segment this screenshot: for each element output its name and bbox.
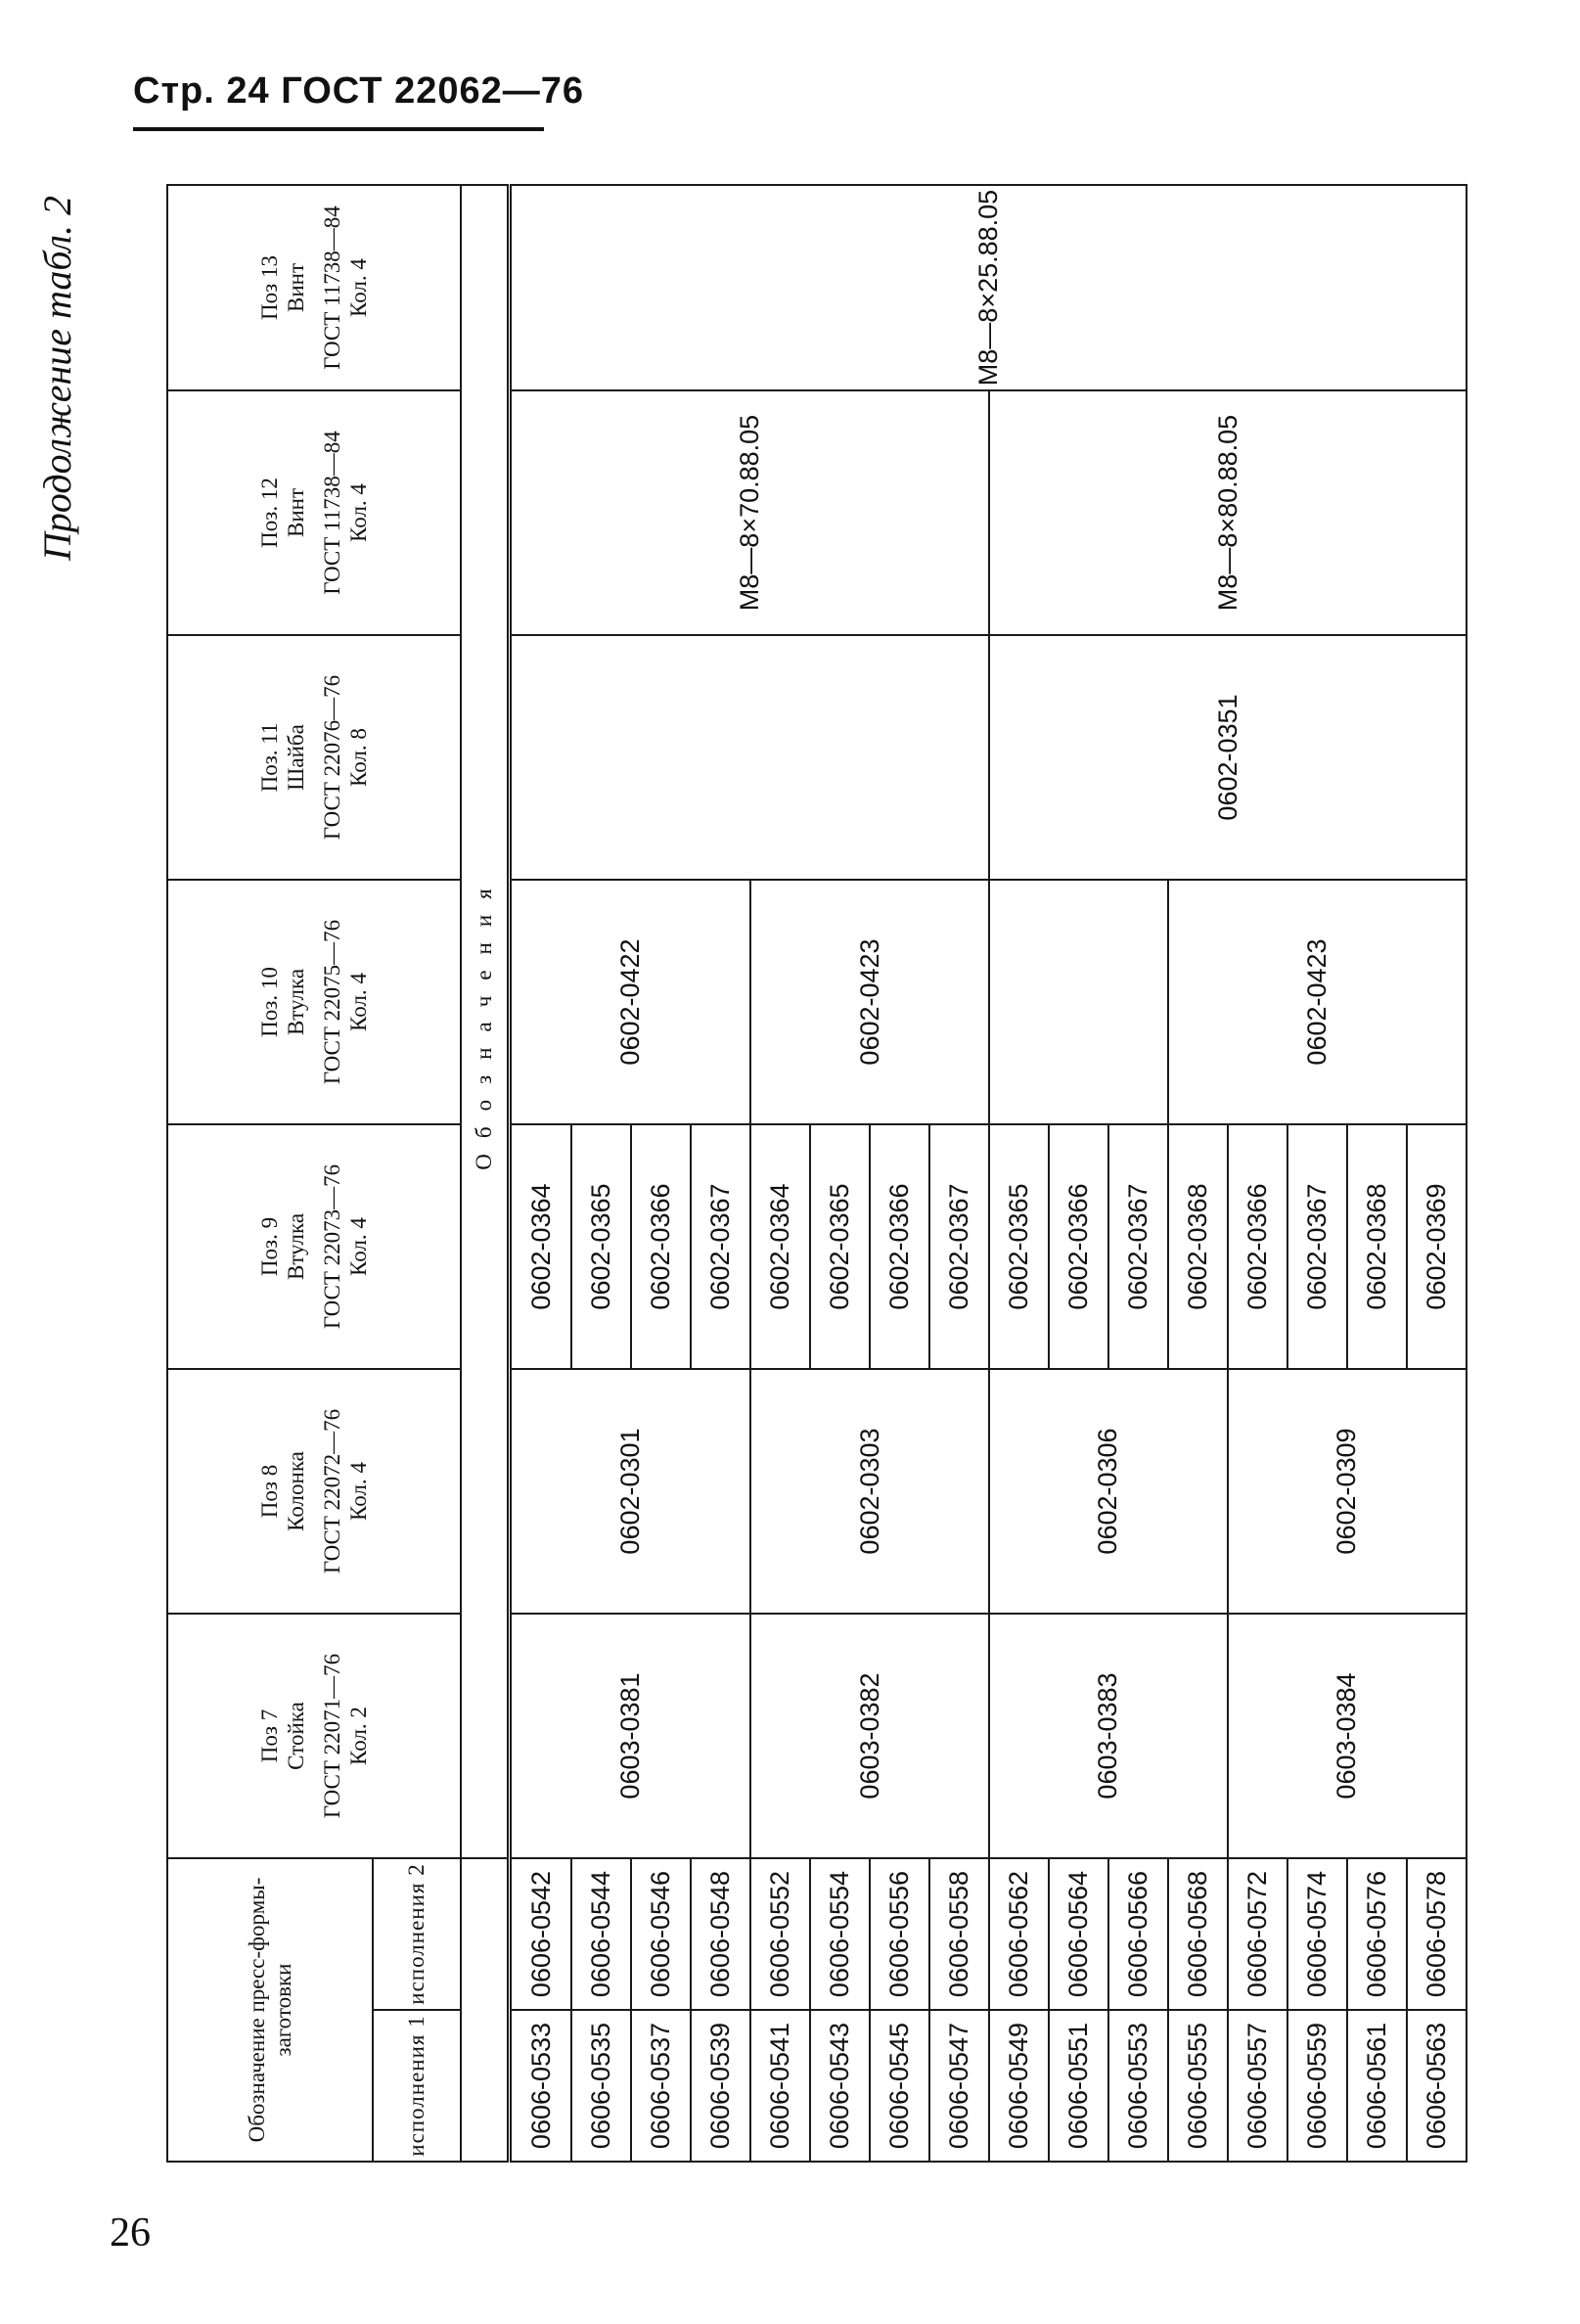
cell-isp2: 0606-0572 xyxy=(1228,1858,1287,2010)
cell-poz7: 0603-0381 xyxy=(510,1614,751,1858)
col-header-poz7: Поз 7 Стойка ГОСТ 22071—76 Кол. 2 xyxy=(167,1614,461,1858)
header-rule xyxy=(133,127,544,131)
cell-isp1: 0606-0555 xyxy=(1168,2010,1228,2162)
cell-isp2: 0606-0556 xyxy=(870,1858,929,2010)
cell-isp2: 0606-0558 xyxy=(929,1858,989,2010)
cell-isp1: 0606-0563 xyxy=(1407,2010,1467,2162)
cell-isp1: 0606-0561 xyxy=(1347,2010,1407,2162)
cell-isp1: 0606-0547 xyxy=(929,2010,989,2162)
cell-isp1: 0606-0551 xyxy=(1049,2010,1108,2162)
cell-poz9: 0602-0366 xyxy=(631,1124,691,1369)
cell-isp1: 0606-0545 xyxy=(870,2010,929,2162)
cell-poz9: 0602-0365 xyxy=(989,1124,1049,1369)
col-header-poz9: Поз. 9 Втулка ГОСТ 22073—76 Кол. 4 xyxy=(167,1124,461,1369)
cell-isp1: 0606-0537 xyxy=(631,2010,691,2162)
cell-poz12: M8—8×70.88.05 xyxy=(510,390,990,635)
cell-poz9: 0602-0368 xyxy=(1347,1124,1407,1369)
cell-poz9: 0602-0366 xyxy=(1049,1124,1108,1369)
rotated-table-area xyxy=(35,186,1467,2163)
cell-poz9: 0602-0364 xyxy=(510,1124,572,1369)
cell-isp2: 0606-0548 xyxy=(691,1858,750,2010)
cell-isp2: 0606-0568 xyxy=(1168,1858,1228,2010)
cell-poz9: 0602-0366 xyxy=(870,1124,929,1369)
cell-poz11-empty xyxy=(510,635,990,880)
cell-poz9: 0602-0367 xyxy=(929,1124,989,1369)
cell-isp1: 0606-0533 xyxy=(510,2010,572,2162)
cell-poz9: 0602-0365 xyxy=(571,1124,631,1369)
cell-isp2: 0606-0574 xyxy=(1287,1858,1347,2010)
cell-poz9: 0602-0368 xyxy=(1168,1124,1228,1369)
cell-isp2: 0606-0552 xyxy=(750,1858,810,2010)
table-caption: Продолжение табл. 2 xyxy=(35,196,79,562)
cell-poz9: 0602-0369 xyxy=(1407,1124,1467,1369)
cell-isp1: 0606-0535 xyxy=(571,2010,631,2162)
cell-poz12: M8—8×80.88.05 xyxy=(989,390,1467,635)
col-header-poz10: Поз. 10 Втулка ГОСТ 22075—76 Кол. 4 xyxy=(167,880,461,1124)
cell-poz7: 0603-0382 xyxy=(750,1614,989,1858)
cell-isp1: 0606-0543 xyxy=(810,2010,870,2162)
cell-poz8: 0602-0309 xyxy=(1228,1369,1467,1614)
designation-label: Обозначения xyxy=(461,185,510,1858)
cell-poz9: 0602-0364 xyxy=(750,1124,810,1369)
cell-isp2: 0606-0542 xyxy=(510,1858,572,2010)
group-header: Обозначение пресс-формы-заготовки xyxy=(167,1858,373,2162)
col-header-poz12: Поз. 12 Винт ГОСТ 11738—84 Кол. 4 xyxy=(167,390,461,635)
cell-poz9: 0602-0367 xyxy=(1108,1124,1168,1369)
cell-poz7: 0603-0384 xyxy=(1228,1614,1467,1858)
cell-poz10: 0602-0423 xyxy=(750,880,989,1124)
cell-isp2: 0606-0566 xyxy=(1108,1858,1168,2010)
cell-isp1: 0606-0557 xyxy=(1228,2010,1287,2162)
col-header-poz11: Поз. 11 Шайба ГОСТ 22076—76 Кол. 8 xyxy=(167,635,461,880)
page-number: 26 xyxy=(110,2210,151,2256)
cell-poz8: 0602-0306 xyxy=(989,1369,1228,1614)
cell-isp1: 0606-0539 xyxy=(691,2010,750,2162)
cell-poz10-empty xyxy=(989,880,1168,1124)
cell-isp1: 0606-0559 xyxy=(1287,2010,1347,2162)
cell-poz9: 0602-0367 xyxy=(691,1124,750,1369)
cell-isp2: 0606-0564 xyxy=(1049,1858,1108,2010)
cell-isp1: 0606-0549 xyxy=(989,2010,1049,2162)
spec-table xyxy=(166,184,1467,2163)
cell-isp1: 0606-0553 xyxy=(1108,2010,1168,2162)
page-header: Стр. 24 ГОСТ 22062—76 xyxy=(133,70,585,112)
cell-poz10: 0602-0422 xyxy=(510,880,751,1124)
cell-isp2: 0606-0578 xyxy=(1407,1858,1467,2010)
cell-poz7: 0603-0383 xyxy=(989,1614,1228,1858)
cell-poz8: 0602-0303 xyxy=(750,1369,989,1614)
cell-isp2: 0606-0562 xyxy=(989,1858,1049,2010)
cell-isp2: 0606-0576 xyxy=(1347,1858,1407,2010)
cell-isp2: 0606-0544 xyxy=(571,1858,631,2010)
cell-isp2: 0606-0546 xyxy=(631,1858,691,2010)
sub-header-isp1: исполнения 1 xyxy=(373,2010,461,2162)
cell-poz11: 0602-0351 xyxy=(989,635,1467,880)
col-header-poz8: Поз 8 Колонка ГОСТ 22072—76 Кол. 4 xyxy=(167,1369,461,1614)
designation-spacer xyxy=(461,1858,510,2162)
cell-isp2: 0606-0554 xyxy=(810,1858,870,2010)
cell-poz13: M8—8×25.88.05 xyxy=(510,185,1467,390)
cell-poz9: 0602-0367 xyxy=(1287,1124,1347,1369)
sub-header-isp2: исполнения 2 xyxy=(373,1858,461,2010)
cell-poz8: 0602-0301 xyxy=(510,1369,751,1614)
cell-poz9: 0602-0365 xyxy=(810,1124,870,1369)
cell-isp1: 0606-0541 xyxy=(750,2010,810,2162)
cell-poz10: 0602-0423 xyxy=(1168,880,1467,1124)
cell-poz9: 0602-0366 xyxy=(1228,1124,1287,1369)
col-header-poz13: Поз 13 Винт ГОСТ 11738—84 Кол. 4 xyxy=(167,185,461,390)
